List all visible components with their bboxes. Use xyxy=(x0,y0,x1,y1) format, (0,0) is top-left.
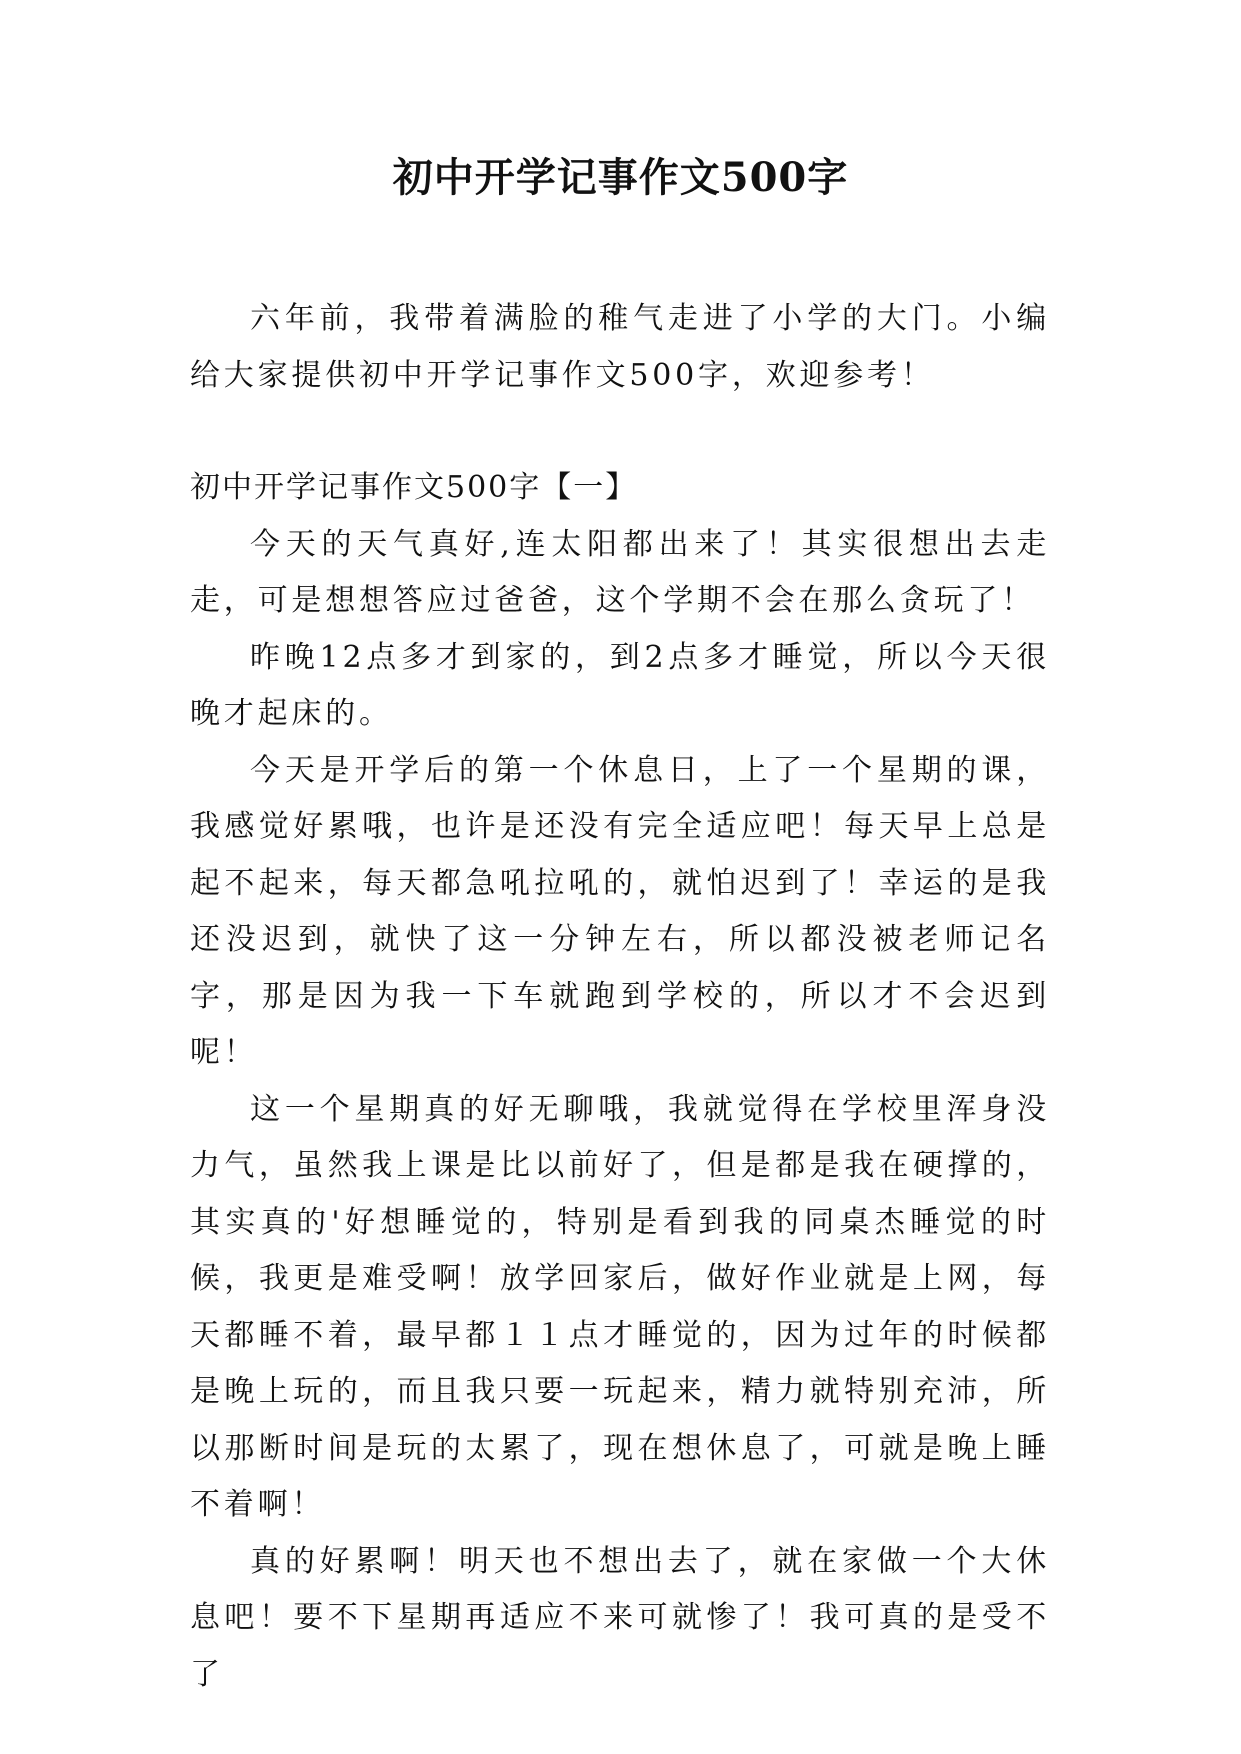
body-paragraph: 这一个星期真的好无聊哦，我就觉得在学校里浑身没力气，虽然我上课是比以前好了，但是都是我在硬撑的，其实真的'好想睡觉的，特别是看到我的同桌杰睡觉的时候，我更是难受啊！放学回家后，做好作业就是上网，每天都睡不着，最早都１１点才睡觉的，因为过年的时候都是晚上玩的，而且我只要一玩起来，精力就特别充沛，所以那断时间是玩的太累了，现在想休息了，可就是晚上睡不着啊！ xyxy=(190,1091,1050,1522)
body-paragraph: 昨晚12点多才到家的，到2点多才睡觉，所以今天很晚才起床的。 xyxy=(190,639,1050,731)
document-title: 初中开学记事作文500字 xyxy=(392,154,849,201)
document-body xyxy=(190,291,1050,1703)
section-heading: 初中开学记事作文500字【一】 xyxy=(190,470,638,505)
intro-paragraph: 六年前，我带着满脸的稚气走进了小学的大门。小编给大家提供初中开学记事作文500字，欢迎参考！ xyxy=(190,301,1050,393)
body-paragraph: 真的好累啊！明天也不想出去了，就在家做一个大休息吧！要不下星期再适应不来可就惨了！我可真的是受不了 xyxy=(190,1543,1050,1692)
body-paragraph: 今天是开学后的第一个休息日，上了一个星期的课，我感觉好累哦，也许是还没有完全适应吧！每天早上总是起不起来，每天都急吼拉吼的，就怕迟到了！幸运的是我还没迟到，就快了这一分钟左右，所以都没被老师记名字，那是因为我一下车就跑到学校的，所以才不会迟到呢！ xyxy=(190,752,1050,1070)
body-paragraph: 今天的天气真好,连太阳都出来了！其实很想出去走走，可是想想答应过爸爸，这个学期不会在那么贪玩了！ xyxy=(190,526,1050,618)
